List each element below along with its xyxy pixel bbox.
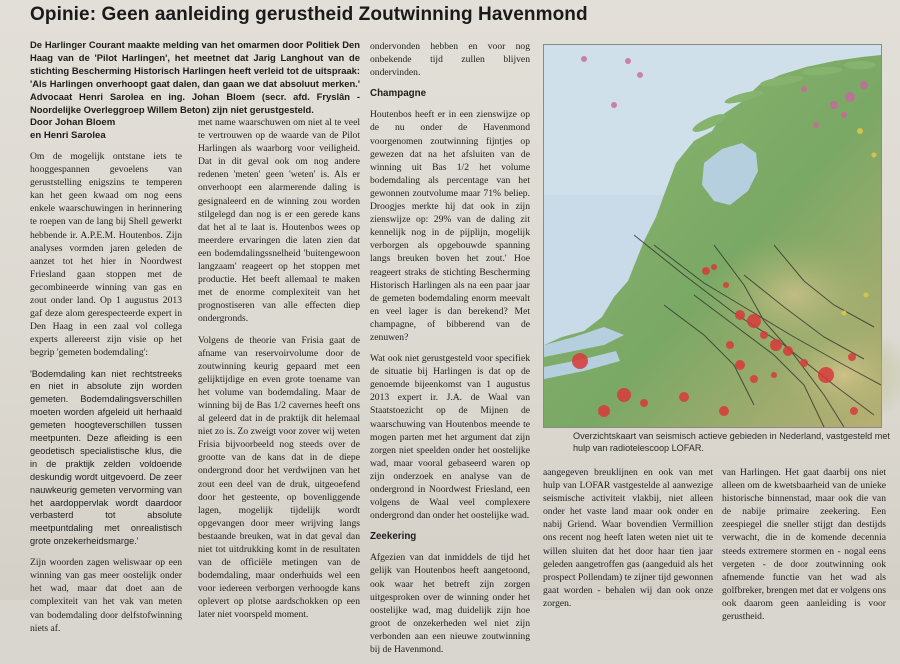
quake-marker	[726, 341, 734, 349]
quake-marker	[783, 346, 793, 356]
col2-paragraph-2: Volgens de theorie van Frisia gaat de afname van reservoirvolume door de zoutwinning keurig gepaard met een gelijktijdige en even grote toename van het volume van bodemdaling. Maar de winning bij de Bas 1/2 cavernes heeft ons al geleerd dat in de praktijk dit helemaal niet zo is. Zo zweigt voor zover wij weten Frisia bijvoorbeeld nog steeds over de grootte van de kans dat in de diepe ondergrond door het verdwijnen van het zout een deel van de druk, uitgeoefend door het gesteente, op bovenliggende lagen, mogelijk tijdelijk wordt opgevangen door meer wrijving langs bestaande breuken, wat in dat geval dan niet tot uitdrukking komt in de resultaten van de officiële metingen van de bodemdaling, maar onderhuids wel een voor iedereen verborgen verhoogde kans oplevert op plotse aardschokken op een later niet voorspeld moment.	[198, 334, 360, 621]
quake-marker	[679, 392, 689, 402]
quake-marker	[747, 314, 761, 328]
quake-marker	[640, 399, 648, 407]
column-3	[370, 40, 530, 664]
col4-paragraph-1: aangegeven breuklijnen en ook van met hulp van LOFAR vastgestelde al aanwezige seismische activiteit vlakbij, niet alleen onder het vaste land maar ook onder en nabij Griend. Waar bovendien Vermillion ons recent nog heeft laten weten niet uit te willen sluiten dat het door haar tien jaar geleden aangetroffen gas (aangeduid als het prospect Pollendam) te zijner tijd gewonnen gaat worden - behalen wij dan ook onze zorgen.	[543, 467, 713, 609]
figure-caption: Overzichtskaart van seismisch actieve gebieden in Nederland, vastgesteld met hulp van radiotelescoop LOFAR.	[573, 431, 890, 453]
col5-paragraph-1: van Harlingen. Het gaat daarbij ons niet alleen om de kwetsbaarheid van de unieke historische binnenstad, maar ook die van de nabije primaire zeekering. Een zeespiegel die sneller stijgt dan destijds verwacht, die in de komende decennia steeds extremere stormen en - nogal eens vergeten - de door zoutwinning ook afnemende functie van het wad als golfbreker, brengen met dat er volgens ons ook daarom geen aanleiding is voor gerustheid.	[722, 467, 886, 623]
quake-marker	[760, 331, 768, 339]
map-svg	[544, 45, 881, 427]
headline: Opinie: Geen aanleiding gerustheid Zoutwinning Havenmond	[30, 4, 588, 25]
column-2	[198, 116, 360, 630]
quake-marker	[850, 407, 858, 415]
seismic-map-figure	[543, 44, 882, 428]
col3-paragraph-3: Wat ook niet gerustgesteld voor specifiek de situatie bij Harlingen is dat op de genoemde bijeenkomst van 1 augustus 2013 expert ir. J.A. de Waal van Staatstoezicht op de Mijnen de waarschuwing van Houtenbos meende te mogen parten met het argument dat zijn zorgen niet speelden onder het oostelijke wad, maar vooral gebaseerd waren op zijn onderzoek en analyse van de ondergrond in Noordwest Friesland, een volgens de Waal veel complexere ondergrond dan onder het oostelijke wad.	[370, 353, 530, 522]
column-4	[543, 466, 713, 618]
quake-marker	[702, 267, 710, 275]
quake-marker	[711, 264, 717, 270]
col3-paragraph-2: Houtenbos heeft er in een zienswijze op de nu onder de Havenmond voorgenomen zoutwinning fijntjes op gewezen dat na het afsluiten van de winning uit Bas 1/2 het volume bodemdaling als percentage van het gewonnen zoutvolume maar 71% beliep. Droogjes merkte hij dat ook in zijn zienswijze op: 29% van de daling zit kennelijk nog in de pijplijn, mogelijk verborgen als opgebouwde spanning langs breuken boven het zout.' Hoe reageert straks de stichting Bescherming Historisch Harlingen als na een paar jaar de gemeten bodemdaling enorm meevalt en veel lager is dan berekend? Met champagne, of bibberend van de zenuwen?	[370, 109, 530, 343]
col3-paragraph-4: Afgezien van dat inmiddels de tijd het gelijk van Houtenbos heeft aangetoond, ook waar het betreft zijn zorgen uitgesproken over de winning onder het oostelijke wad, mag duidelijk zijn hoe groot de onzekerheden wel niet zijn verbonden aan een nieuwe zoutwinning bij de Havenmond.	[370, 552, 530, 656]
quake-marker	[750, 375, 758, 383]
col1-paragraph-1: Om de mogelijk ontstane iets te hooggespannen gevoelens van geruststelling enigszins te temperen kan het geen kwaad om nog eens enkele waarschuwingen in herinnering te roepen van de lang bij Shell gewerkt hebbende ir. A.P.E.M. Houtenbos. Zijn analyses vormden jaren geleden de aanzet tot het hier in Noordwest Friesland gaan stoppen met de gecombineerde winning van gas en zout onder land. Op 1 augustus 2013 gaf deze alom gerespecteerde expert in Den Haag in een zaal vol collega experts allereerst zijn visie op het begrip 'gemeten bodemdaling':	[30, 151, 182, 359]
quake-marker	[800, 359, 808, 367]
quake-marker	[848, 353, 856, 361]
island-schiermonnikoog	[844, 61, 876, 69]
quake-marker	[572, 353, 588, 369]
subhead-champagne: Champagne	[370, 88, 427, 100]
column-5	[722, 466, 886, 631]
col2-paragraph-1: met name waarschuwen om niet al te veel te vertrouwen op de waarde van de Pilot Harlingen als waarborg voor veiligheid. Dat in dit geval ook om nog andere redenen 'meten' geen 'weten' is. Als er onverhoopt een alarmerende daling is gesignaleerd en de winning zou worden stilgelegd dan nog is er een gerede kans dat het al te laat is. Houtenbos wees op meerdere ervaringen die laten zien dat een bodemdalingssnelheid 'buitengewoon langzaam' reageert op het stoppen met productie. Het beeft allemaal te maken met de enorme complexiteit van het prognostiseren van alle effecten diep ondergronds.	[198, 117, 360, 325]
lead-paragraph: De Harlinger Courant maakte melding van het omarmen door Politiek Den Haag van de 'Pilot Harlingen', het meetnet dat Jarig Langhout van de stichting Bescherming Historisch Harlingen heeft verleid tot de uitspraak: 'Als Harlingen onverhoopt gaat dalen, dan gaan we dat absoluut merken.' Advocaat Henri Sarolea en ing. Johan Bloem (secr. afd. Fryslân - Noordelijke Overleggroep Willem Beton) zijn niet gerustgesteld.	[30, 39, 360, 115]
quake-marker	[770, 339, 782, 351]
column-1	[30, 116, 182, 643]
subhead-zeekering: Zeekering	[370, 531, 417, 543]
quake-marker	[617, 388, 631, 402]
quake-marker	[818, 367, 834, 383]
col3-paragraph-1: ondervonden hebben en voor nog onbekende tijd zullen blijven ondervinden.	[370, 41, 530, 79]
quake-marker	[719, 406, 729, 416]
col1-paragraph-2: Zijn woorden zagen weliswaar op een winning van gas meer oostelijk onder het wad, maar dat doet aan de complexiteit van het vak van meten van bodemdaling door delfstofwinning niets af.	[30, 557, 182, 634]
quake-marker	[598, 405, 610, 417]
byline: Door Johan Bloem en Henri Sarolea	[30, 117, 116, 141]
col1-quote: 'Bodemdaling kan niet rechtstreeks en niet in absolute zijn worden gemeten. Bodemdalingsverschillen moeten worden afgeleid uit herhaald gemeten hoogteverschillen tussen meetpunten. Deze afleiding is een geodetisch specialistische klus, die in de praktijk zelden voldoende deskundig wordt uitgevoerd. De zeer nauwkeurig gemeten vervorming van het aardoppervlak wordt daardoor verbasterd tot absolute meetpuntdaling met onrealistisch grote onzekerheidsmarge.'	[30, 368, 182, 547]
quake-marker	[771, 372, 777, 378]
quake-marker	[723, 282, 729, 288]
quake-marker	[735, 360, 745, 370]
quake-marker	[735, 310, 745, 320]
lead-block	[30, 38, 360, 124]
